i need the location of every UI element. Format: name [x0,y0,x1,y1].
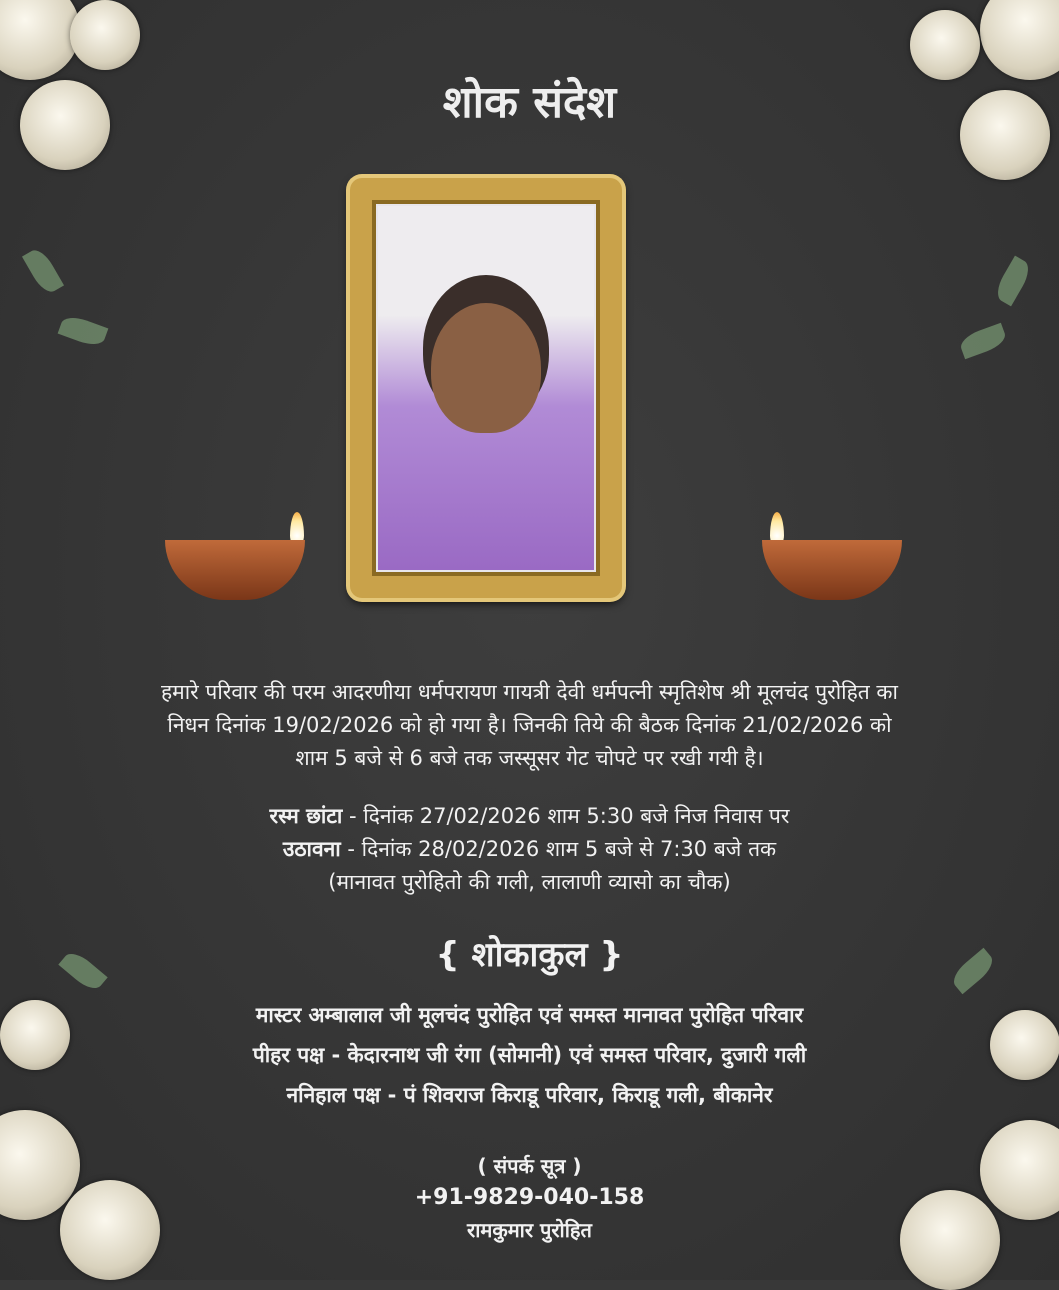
portrait-photo [378,206,594,570]
obituary-message [0,676,1059,775]
address: (मानावत पुरोहितो की गली, लालाणी व्यासो का चौक) [328,870,731,894]
shokakul-heading: { शोकाकुल } [435,935,624,975]
contact-phone[interactable]: +91-9829-040-158 [414,1185,645,1210]
event-text: - दिनांक 27/02/2026 शाम 5:30 बजे निज निवास पर [342,804,790,828]
events [0,800,1059,899]
message-line: शाम 5 बजे से 6 बजे तक जस्सूसर गेट चोपटे पर रखी गयी है। [295,746,764,770]
event-rasm-chhanta [0,800,1059,833]
contact-name: रामकुमार पुरोहित [467,1218,592,1242]
family-line: पीहर पक्ष - केदारनाथ जी रंगा (सोमानी) एवं समस्त परिवार, दुजारी गली [252,1043,807,1067]
event-label: रस्म छांटा [269,804,343,828]
message-line: निधन दिनांक 19/02/2026 को हो गया है। जिनकी तिये की बैठक दिनांक 21/02/2026 को [167,713,892,737]
photo-frame [350,178,622,598]
page-title: शोक संदेश [442,77,617,128]
contact-label: ( संपर्क सूत्र ) [477,1154,582,1178]
event-text: - दिनांक 28/02/2026 शाम 5 बजे से 7:30 बजे तक [340,837,777,861]
contact [0,1150,1059,1246]
family-line: मास्टर अम्बालाल जी मूलचंद पुरोहित एवं समस्त मानावत पुरोहित परिवार [255,1003,804,1027]
event-uthavna [0,833,1059,866]
event-label: उठावना [282,837,341,861]
family-line: ननिहाल पक्ष - पं शिवराज किराडू परिवार, किराडू गली, बीकानेर [286,1083,773,1107]
family-list [0,995,1059,1115]
message-line: हमारे परिवार की परम आदरणीया धर्मपरायण गायत्री देवी धर्मपत्नी स्मृतिशेष श्री मूलचंद पुरोहित का [161,680,898,704]
